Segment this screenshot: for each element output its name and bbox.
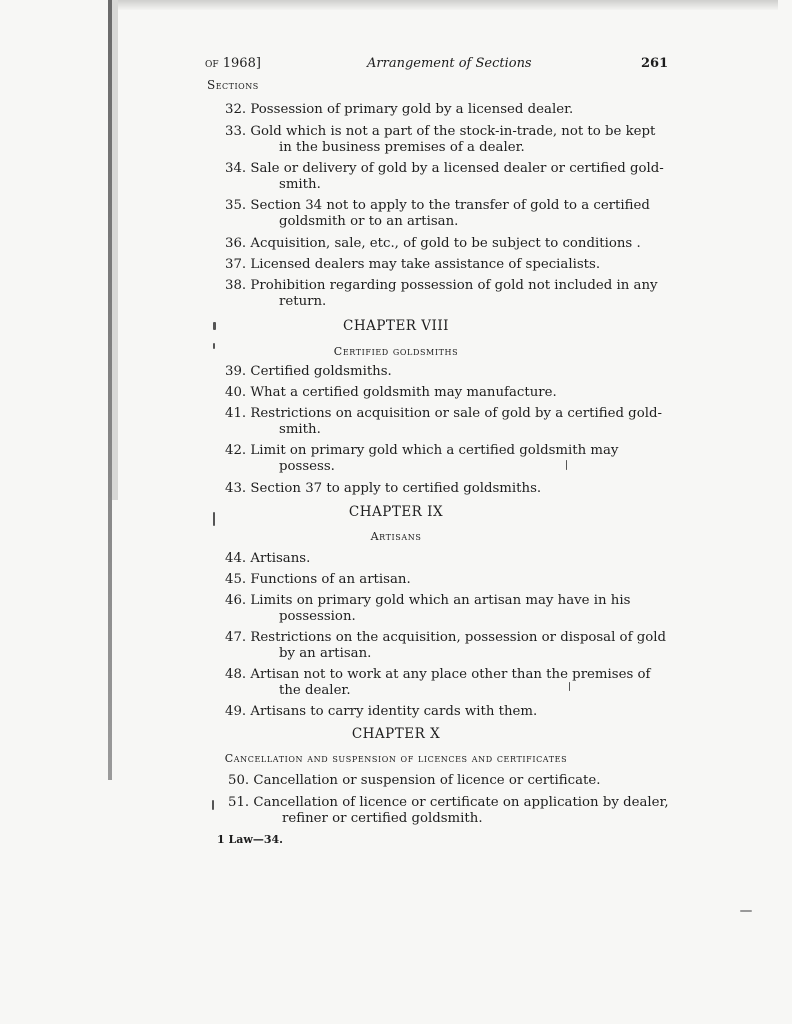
section-number: 51. xyxy=(228,795,250,810)
section-title-continued: possession. xyxy=(279,609,356,624)
scan-speck xyxy=(566,460,567,470)
scan-speck xyxy=(569,682,570,691)
section-number: 41. xyxy=(225,406,247,421)
section-entry-39 xyxy=(225,364,671,380)
running-header xyxy=(0,56,792,76)
section-entry-38 xyxy=(225,278,671,310)
section-title: Restrictions on acquisition or sale of gold by a certified gold- xyxy=(250,406,662,421)
section-title: Restrictions on the acquisition, possession or disposal of gold xyxy=(250,630,666,645)
chapter-heading: CHAPTER VIII xyxy=(343,318,449,334)
section-entry-49 xyxy=(225,704,671,720)
section-entry-40 xyxy=(225,385,671,401)
section-number: 48. xyxy=(225,667,247,682)
section-title: Cancellation of licence or certificate on application by dealer, xyxy=(253,795,669,810)
page-number: 261 xyxy=(641,56,669,71)
section-title-continued: smith. xyxy=(279,422,321,437)
section-title: What a certified goldsmith may manufacture. xyxy=(250,385,557,400)
section-entry-32 xyxy=(225,102,671,118)
section-title: Prohibition regarding possession of gold not included in any xyxy=(250,278,658,293)
section-entry-41 xyxy=(225,406,671,438)
section-title: Artisan not to work at any place other than the premises of xyxy=(250,667,651,682)
section-number: 34. xyxy=(225,161,247,176)
section-number: 50. xyxy=(228,773,250,788)
section-title: Possession of primary gold by a licensed dealer. xyxy=(250,102,574,117)
section-entry-33 xyxy=(225,124,671,156)
section-number: 32. xyxy=(225,102,247,117)
section-title: Section 37 to apply to certified goldsmiths. xyxy=(250,481,542,496)
section-number: 44. xyxy=(225,551,247,566)
sections-label: Sections xyxy=(207,78,259,92)
page-top-shadow xyxy=(118,0,778,10)
section-number: 45. xyxy=(225,572,247,587)
section-entry-42 xyxy=(225,443,671,475)
section-number: 42. xyxy=(225,443,247,458)
scan-speck xyxy=(740,910,752,912)
section-number: 33. xyxy=(225,124,247,139)
section-title: Artisans. xyxy=(250,551,311,566)
section-title-continued: goldsmith or to an artisan. xyxy=(279,214,459,229)
section-title: Acquisition, sale, etc., of gold to be subject to conditions . xyxy=(250,236,641,251)
section-number: 49. xyxy=(225,704,247,719)
section-title-continued: return. xyxy=(279,294,327,309)
scan-speck xyxy=(213,343,215,349)
section-number: 35. xyxy=(225,198,247,213)
section-entry-46 xyxy=(225,593,671,625)
section-number: 40. xyxy=(225,385,247,400)
section-title-continued: smith. xyxy=(279,177,321,192)
section-number: 37. xyxy=(225,257,247,272)
section-number: 43. xyxy=(225,481,247,496)
section-entry-37 xyxy=(225,257,671,273)
section-title: Licensed dealers may take assistance of specialists. xyxy=(250,257,601,272)
section-entry-51 xyxy=(228,795,674,827)
section-title-continued: in the business premises of a dealer. xyxy=(279,140,525,155)
section-entry-50 xyxy=(228,773,674,789)
section-number: 39. xyxy=(225,364,247,379)
footnote: 1 Law—34. xyxy=(217,833,283,846)
section-title: Certified goldsmiths. xyxy=(250,364,392,379)
scan-speck xyxy=(212,800,214,810)
chapter-heading: CHAPTER X xyxy=(351,726,441,742)
section-number: 46. xyxy=(225,593,247,608)
chapter-heading: CHAPTER IX xyxy=(348,504,444,520)
section-title: Limit on primary gold which a certified goldsmith may xyxy=(250,443,619,458)
chapter-subheading: Artisans xyxy=(370,530,422,543)
section-title: Cancellation or suspension of licence or certificate. xyxy=(253,773,601,788)
section-number: 38. xyxy=(225,278,247,293)
section-title-continued: the dealer. xyxy=(279,683,351,698)
section-entry-45 xyxy=(225,572,671,588)
section-entry-44 xyxy=(225,551,671,567)
chapter-subheading: Cancellation and suspension of licences and certificates xyxy=(224,752,568,765)
section-title: Limits on primary gold which an artisan may have in his xyxy=(250,593,631,608)
section-entry-48 xyxy=(225,667,671,699)
section-entry-47 xyxy=(225,630,671,662)
header-title: Arrangement of Sections xyxy=(367,56,532,71)
section-entry-36 xyxy=(225,236,671,252)
chapter-subheading: Certified goldsmiths xyxy=(333,345,459,358)
section-entry-34 xyxy=(225,161,671,193)
section-title: Gold which is not a part of the stock-in-trade, not to be kept xyxy=(250,124,656,139)
header-year: of 1968] xyxy=(205,56,261,71)
section-title: Section 34 not to apply to the transfer of gold to a certified xyxy=(250,198,650,213)
section-title: Functions of an artisan. xyxy=(250,572,411,587)
section-title-continued: refiner or certified goldsmith. xyxy=(282,811,483,826)
scan-speck xyxy=(213,512,215,526)
section-title-continued: possess. xyxy=(279,459,335,474)
section-entry-43 xyxy=(225,481,671,497)
section-title-continued: by an artisan. xyxy=(279,646,372,661)
section-title: Sale or delivery of gold by a licensed dealer or certified gold- xyxy=(250,161,664,176)
section-number: 47. xyxy=(225,630,247,645)
section-entry-35 xyxy=(225,198,671,230)
scan-speck xyxy=(213,322,216,330)
section-number: 36. xyxy=(225,236,247,251)
section-title: Artisans to carry identity cards with them. xyxy=(250,704,538,719)
